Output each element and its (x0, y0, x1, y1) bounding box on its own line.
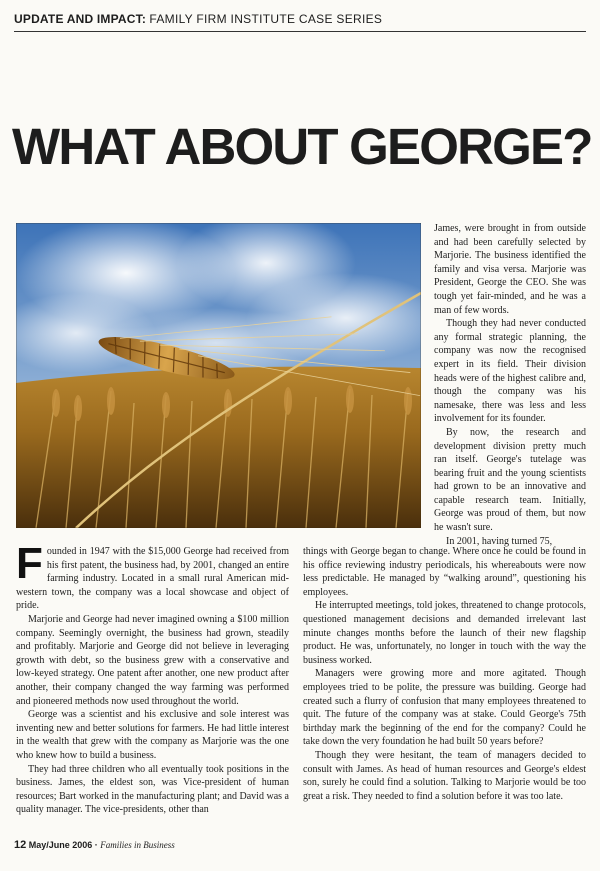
paragraph: By now, the research and development division pretty much ran itself. George's tutelage was bearing fruit and the young scientists had grown to be an innovative and capable research team. Initially, George was proud of them, but now he wasn't sure. (434, 426, 586, 534)
magazine-name: Families in Business (100, 840, 175, 850)
footer-separator: · (92, 840, 101, 850)
paragraph: They had three children who all eventually took positions in the business. James, the eldest son, was Vice-president of human resources; Bart worked in the manufacturing plant; and David was a quality manager. The vice-presidents, other than (16, 763, 289, 816)
wheat-field-photo (16, 223, 421, 528)
paragraph: James, were brought in from outside and had been carefully selected by Marjorie. The business identified the family and visa versa. Marjorie was President, George the CEO. She was tough yet fair-minded, and he was a man of few words. (434, 223, 586, 316)
paragraph: Though they had never conducted any formal strategic planning, the company was now the recognised expert in its field. Their division heads were of the highest calibre and, though the company was his namesake, there was less and less involvement for its founder. (434, 318, 586, 425)
paragraph: George was a scientist and his exclusive and sole interest was inventing new and better solutions for farmers. He had little interest in the wealth that grew with the company as Marjorie was the one who knew how to build a business. (16, 709, 289, 761)
paragraph: In 2001, having turned 75, (446, 535, 553, 547)
paragraph: Though they were hesitant, the team of managers decided to consult with James. As head of human resources and George's eldest son, surely he could find a solution. Talking to Marjorie would be too great a risk. They needed to find a solution before it was too late. (303, 749, 586, 802)
paragraph: Managers were growing more and more agitated. Though employees tried to be polite, the pressure was building. George had created such a flurry of confusion that many employees threatened to quit. The future of the company was at stake. Could George's 75th birthday mark the beginning of the end for the company? Could he take down the very foundation he had built 50 years before? (303, 668, 586, 748)
article-title: WHAT ABOUT GEORGE? (12, 118, 592, 175)
lead-text: ounded in 1947 with the $15,000 George had received from his first patent, the business had, by 2001, changed an entire farming industry. Located in a small rural American mid-western town, the company was a local showcase and object of pride. (16, 546, 289, 612)
page-number: 12 (14, 839, 27, 851)
right-body-column (303, 545, 586, 803)
right-upper-column (434, 222, 586, 548)
issue-date: May/June 2006 (28, 840, 93, 850)
paragraph: He interrupted meetings, told jokes, threatened to change protocols, questioned management decisions and demanded irrelevant last minute changes months before the launch of their new flagship product. He was, unfortunately, no longer in touch with the way the business worked. (303, 600, 586, 666)
paragraph: Marjorie and George had never imagined owning a $100 million company. Seemingly overnight, the business had grown, steadily and profitably. Marjorie and George did not believe in leveraging growth with debt, so the business grew with a conservative and low-keyed strategy. One patent after another, one new product after another, their company changed the way farming was performed and pioneered methods now used throughout the world. (16, 613, 289, 707)
section-label: UPDATE AND IMPACT: (14, 12, 147, 26)
section-header (14, 11, 586, 32)
lead-paragraph (16, 539, 289, 613)
drop-cap: F (16, 539, 43, 588)
page-footer (14, 838, 586, 856)
left-body-column (16, 539, 289, 817)
paragraph: things with George began to change. Where once he could be found in his office reviewing industry periodicals, his whereabouts were now less predictable. He managed by “walking around”, questioning his employees. (303, 546, 586, 598)
series-label: FAMILY FIRM INSTITUTE CASE SERIES (149, 12, 383, 26)
